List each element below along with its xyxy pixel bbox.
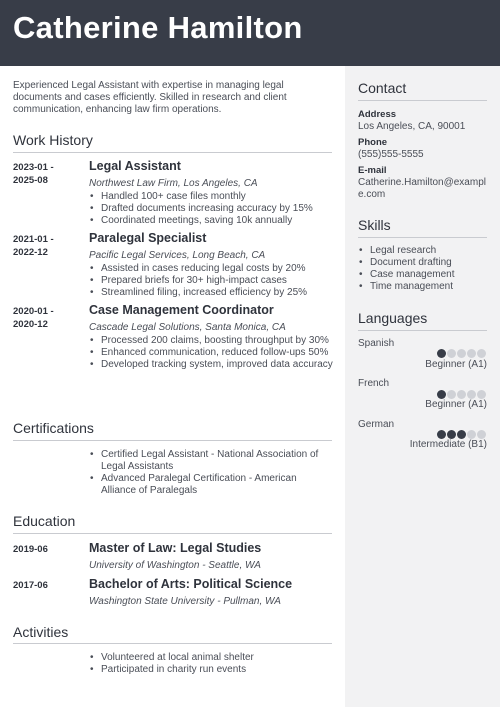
language-name: German (358, 419, 395, 430)
section-title-skills: Skills (358, 217, 391, 233)
rating-dot-filled (457, 430, 466, 439)
section-divider (358, 100, 487, 101)
header-banner (0, 0, 500, 66)
language-name: Spanish (358, 338, 395, 349)
language-rating (437, 349, 487, 358)
certifications-list (89, 449, 333, 497)
list-item: • Coordinated meetings, saving 10k annually (89, 215, 333, 227)
section-title-activities: Activities (13, 624, 69, 640)
list-item: • Legal research (358, 245, 488, 257)
profile-summary: Experienced Legal Assistant with expertise in managing legal documents and cases efficiently. Skilled in research and client communication, enhancing law firm operations. (13, 80, 287, 115)
rating-dot-filled (447, 430, 456, 439)
email-label: E-mail (358, 165, 387, 176)
list-item: • Participated in charity run events (89, 664, 333, 676)
language-name: French (358, 378, 390, 389)
address-value: Los Angeles, CA, 90001 (358, 121, 466, 132)
section-divider (13, 152, 332, 153)
rating-dot-empty (477, 430, 486, 439)
phone-value: (555)555-5555 (358, 149, 424, 160)
list-item: • Developed tracking system, improved data accuracy (89, 359, 333, 371)
language-level: Beginner (A1) (425, 359, 487, 370)
rating-dot-empty (457, 349, 466, 358)
language-rating (437, 430, 487, 439)
activities-list (89, 652, 333, 676)
section-divider (13, 643, 332, 644)
list-item: • Advanced Paralegal Certification - American Alliance of Paralegals (89, 473, 333, 497)
list-item: • Certified Legal Assistant - National Association of Legal Assistants (89, 449, 333, 473)
email-value: Catherine.Hamilton@example.com (358, 177, 486, 200)
list-item: • Drafted documents increasing accuracy by 15% (89, 203, 333, 215)
list-item: • Prepared briefs for 30+ high-impact cases (89, 275, 333, 287)
list-item: • Assisted in cases reducing legal costs by 20% (89, 263, 333, 275)
job-bullets (89, 263, 333, 299)
rating-dot-empty (447, 349, 456, 358)
rating-dot-empty (477, 349, 486, 358)
work-dates: 2021-01 - 2022-12 (13, 234, 54, 258)
job-title: Case Management Coordinator (89, 303, 274, 317)
section-divider (13, 440, 332, 441)
job-title: Paralegal Specialist (89, 231, 207, 245)
section-title-certifications: Certifications (13, 420, 94, 436)
degree: Master of Law: Legal Studies (89, 541, 262, 555)
company: Pacific Legal Services, Long Beach, CA (89, 250, 266, 261)
job-title: Legal Assistant (89, 159, 181, 173)
list-item: • Case management (358, 269, 488, 281)
education-date: 2017-06 (13, 580, 48, 591)
list-item: • Streamlined filing, increased efficiency by 25% (89, 287, 333, 299)
job-bullets (89, 335, 333, 371)
candidate-name: Catherine Hamilton (13, 10, 303, 45)
rating-dot-empty (467, 349, 476, 358)
degree: Bachelor of Arts: Political Science (89, 577, 293, 591)
language-rating (437, 390, 487, 399)
section-title-languages: Languages (358, 310, 428, 326)
section-title-work-history: Work History (13, 132, 93, 148)
skills-list (358, 245, 488, 293)
address-label: Address (358, 109, 397, 120)
list-item: • Enhanced communication, reduced follow-ups 50% (89, 347, 333, 359)
section-divider (13, 533, 332, 534)
rating-dot-empty (477, 390, 486, 399)
list-item: • Time management (358, 281, 488, 293)
company: Northwest Law Firm, Los Angeles, CA (89, 178, 258, 189)
list-item: • Volunteered at local animal shelter (89, 652, 333, 664)
rating-dot-empty (457, 390, 466, 399)
list-item: • Document drafting (358, 257, 488, 269)
language-level: Intermediate (B1) (409, 439, 487, 450)
phone-label: Phone (358, 137, 388, 148)
section-title-contact: Contact (358, 80, 407, 96)
work-dates: 2020-01 - 2020-12 (13, 306, 54, 330)
list-item: • Processed 200 claims, boosting throughput by 30% (89, 335, 333, 347)
rating-dot-filled (437, 430, 446, 439)
school: Washington State University - Pullman, WA (89, 596, 281, 607)
company: Cascade Legal Solutions, Santa Monica, CA (89, 322, 286, 333)
rating-dot-filled (437, 349, 446, 358)
rating-dot-empty (467, 390, 476, 399)
education-date: 2019-06 (13, 544, 48, 555)
rating-dot-empty (447, 390, 456, 399)
section-divider (358, 330, 487, 331)
rating-dot-filled (437, 390, 446, 399)
section-title-education: Education (13, 513, 76, 529)
school: University of Washington - Seattle, WA (89, 560, 261, 571)
work-dates: 2023-01 - 2025-08 (13, 162, 54, 186)
job-bullets (89, 191, 333, 227)
list-item: • Handled 100+ case files monthly (89, 191, 333, 203)
section-divider (358, 237, 487, 238)
rating-dot-empty (467, 430, 476, 439)
language-level: Beginner (A1) (425, 399, 487, 410)
